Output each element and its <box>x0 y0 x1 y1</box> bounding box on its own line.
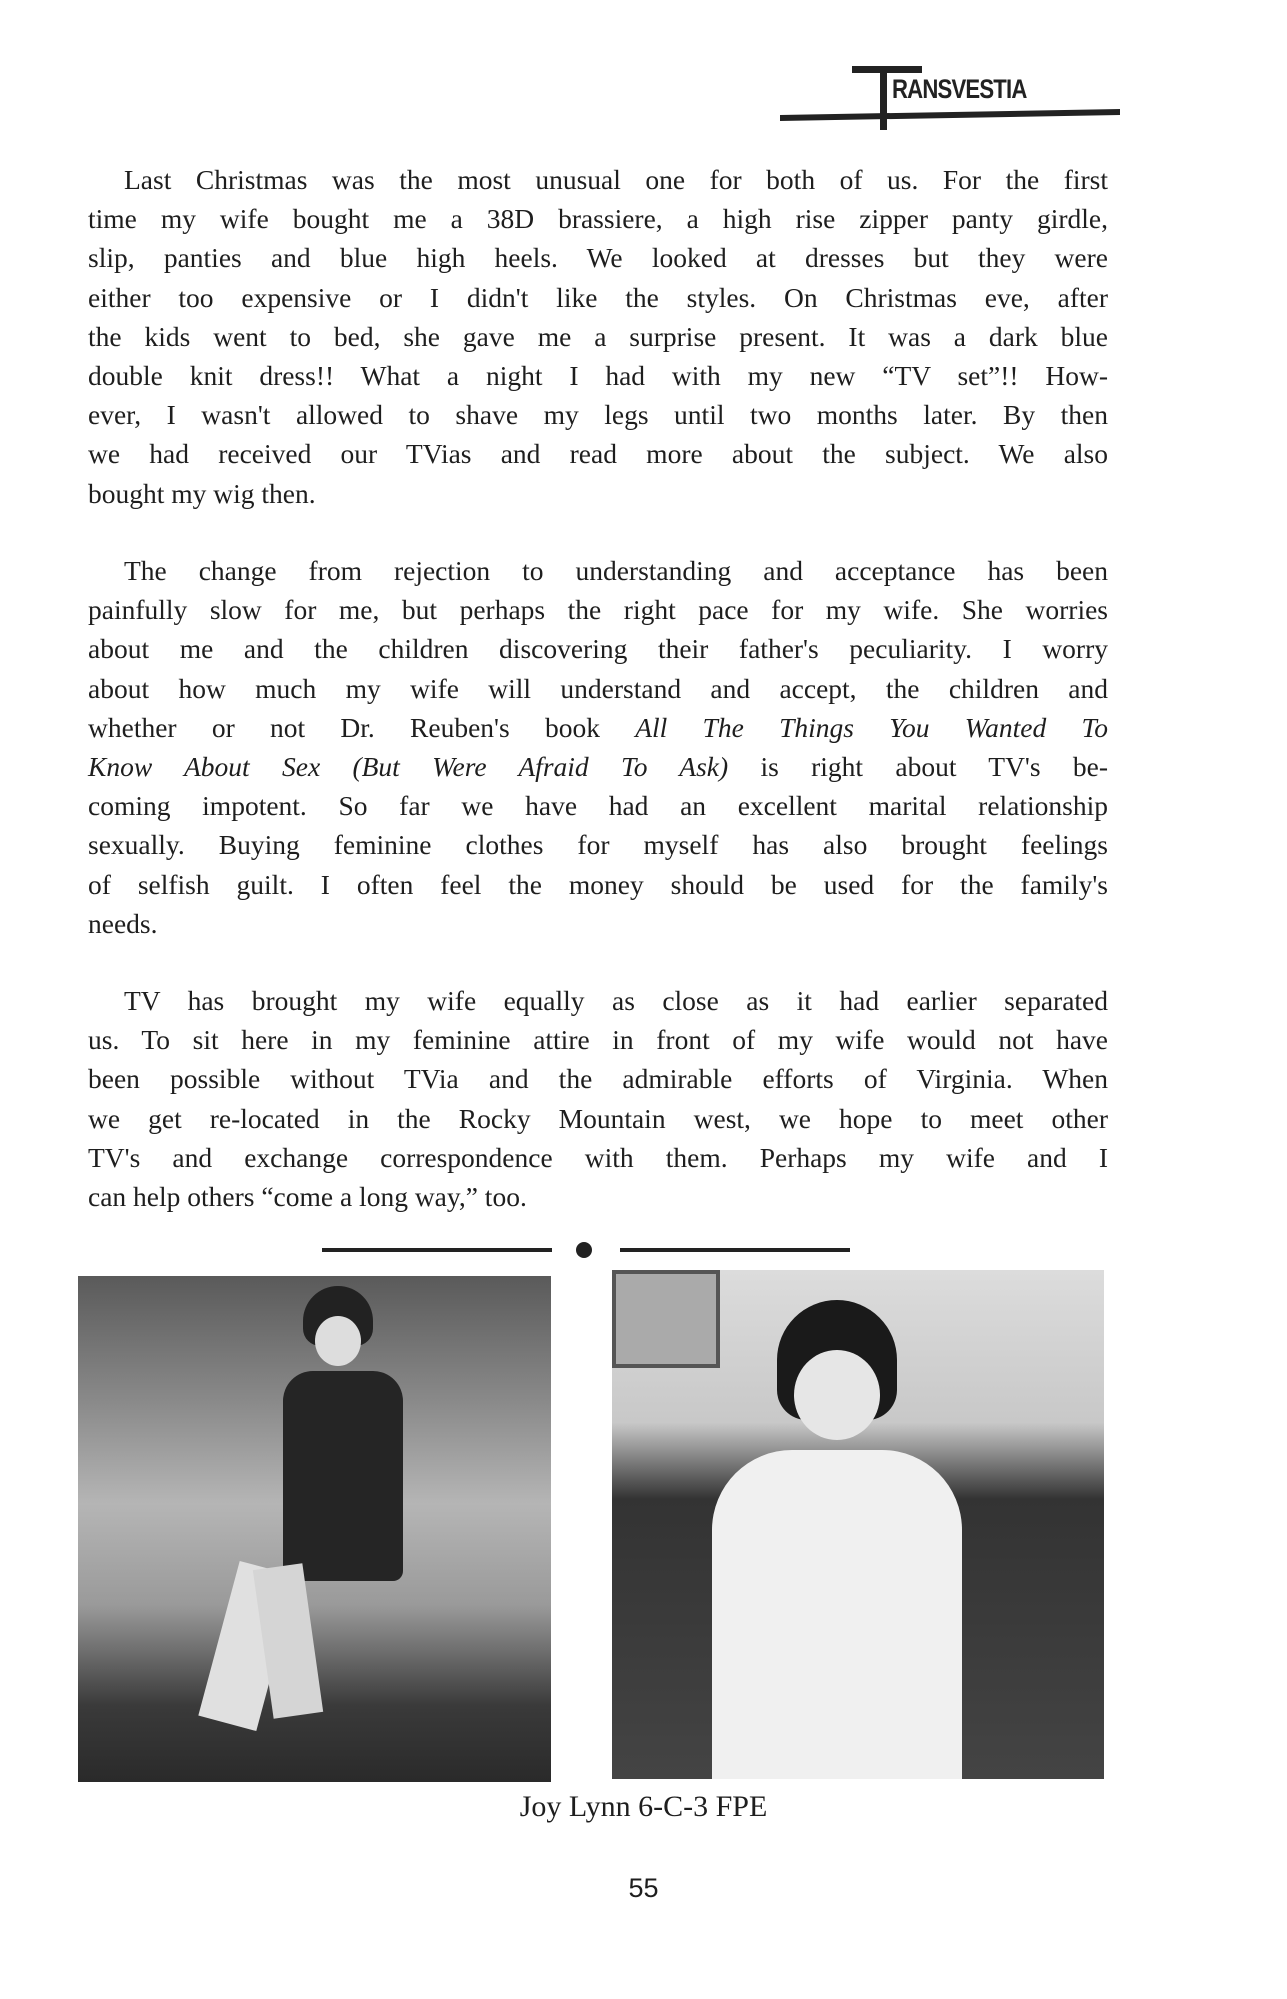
text-span: whether or not Dr. Reuben's book <box>88 711 636 743</box>
text-line: bought my wig then. <box>88 477 316 509</box>
text-line: The change from rejection to understanding and acceptance has been <box>124 555 1108 586</box>
text-line: coming impotent. So far we have had an excellent marital relationship <box>88 790 1108 822</box>
divider-left <box>322 1248 552 1252</box>
text-line: the kids went to bed, she gave me a surprise present. It was a dark blue <box>88 320 1108 352</box>
logo-rule <box>780 109 1120 121</box>
page-number: 55 <box>628 1873 659 1903</box>
text-line: we had received our TVias and read more about the subject. We also <box>88 438 1108 470</box>
photo-seated-in-chair <box>612 1270 1104 1779</box>
text-span: is right about TV's be- <box>728 750 1109 782</box>
divider-dot <box>576 1242 592 1258</box>
divider-right <box>620 1248 850 1252</box>
text-line: TV has brought my wife equally as close as it had earlier separated <box>124 985 1108 1016</box>
photo-caption: Joy Lynn 6-C-3 FPE <box>519 1790 768 1823</box>
text-line: Last Christmas was the most unusual one for both of us. For the first <box>124 164 1108 195</box>
text-line: can help others “come a long way,” too. <box>88 1180 527 1212</box>
book-title-part-1: All The Things You Wanted To <box>635 711 1109 743</box>
transvestia-logo <box>780 58 1120 128</box>
text-line: ever, I wasn't allowed to shave my legs until two months later. By then <box>88 399 1108 431</box>
text-line <box>88 747 1108 786</box>
text-line: about how much my wife will understand and accept, the children and <box>88 672 1108 704</box>
logo-word: RANSVESTIA <box>892 74 1027 104</box>
text-line: of selfish guilt. I often feel the money should be used for the family's <box>88 868 1108 900</box>
text-line: been possible without TVia and the admirable efforts of Virginia. When <box>88 1063 1108 1095</box>
book-title-part-2: Know About Sex (But Were Afraid To Ask) <box>88 750 729 782</box>
text-line: TV's and exchange correspondence with them. Perhaps my wife and I <box>88 1141 1108 1173</box>
text-line: painfully slow for me, but perhaps the right pace for my wife. She worries <box>88 594 1108 626</box>
photo-seated-on-sofa <box>78 1276 551 1782</box>
text-line: us. To sit here in my feminine attire in front of my wife would not have <box>88 1024 1108 1056</box>
paragraph-1 <box>88 160 1108 513</box>
logo-t-stem <box>880 66 887 130</box>
paragraph-2 <box>88 551 1108 943</box>
text-line: time my wife bought me a 38D brassiere, a high rise zipper panty girdle, <box>88 203 1108 235</box>
paragraph-3 <box>88 981 1108 1216</box>
text-line <box>88 708 1108 747</box>
text-line: double knit dress!! What a night I had with my new “TV set”!! How- <box>88 359 1108 391</box>
ornamental-divider <box>322 1240 850 1260</box>
text-line: slip, panties and blue high heels. We looked at dresses but they were <box>88 242 1108 274</box>
text-line: we get re-located in the Rocky Mountain west, we hope to meet other <box>88 1102 1108 1134</box>
text-line: needs. <box>88 907 158 939</box>
text-line: sexually. Buying feminine clothes for myself has also brought feelings <box>88 829 1108 861</box>
logo-t-bar <box>852 66 922 73</box>
text-line: either too expensive or I didn't like the styles. On Christmas eve, after <box>88 281 1108 313</box>
text-line: about me and the children discovering their father's peculiarity. I worry <box>88 633 1108 665</box>
